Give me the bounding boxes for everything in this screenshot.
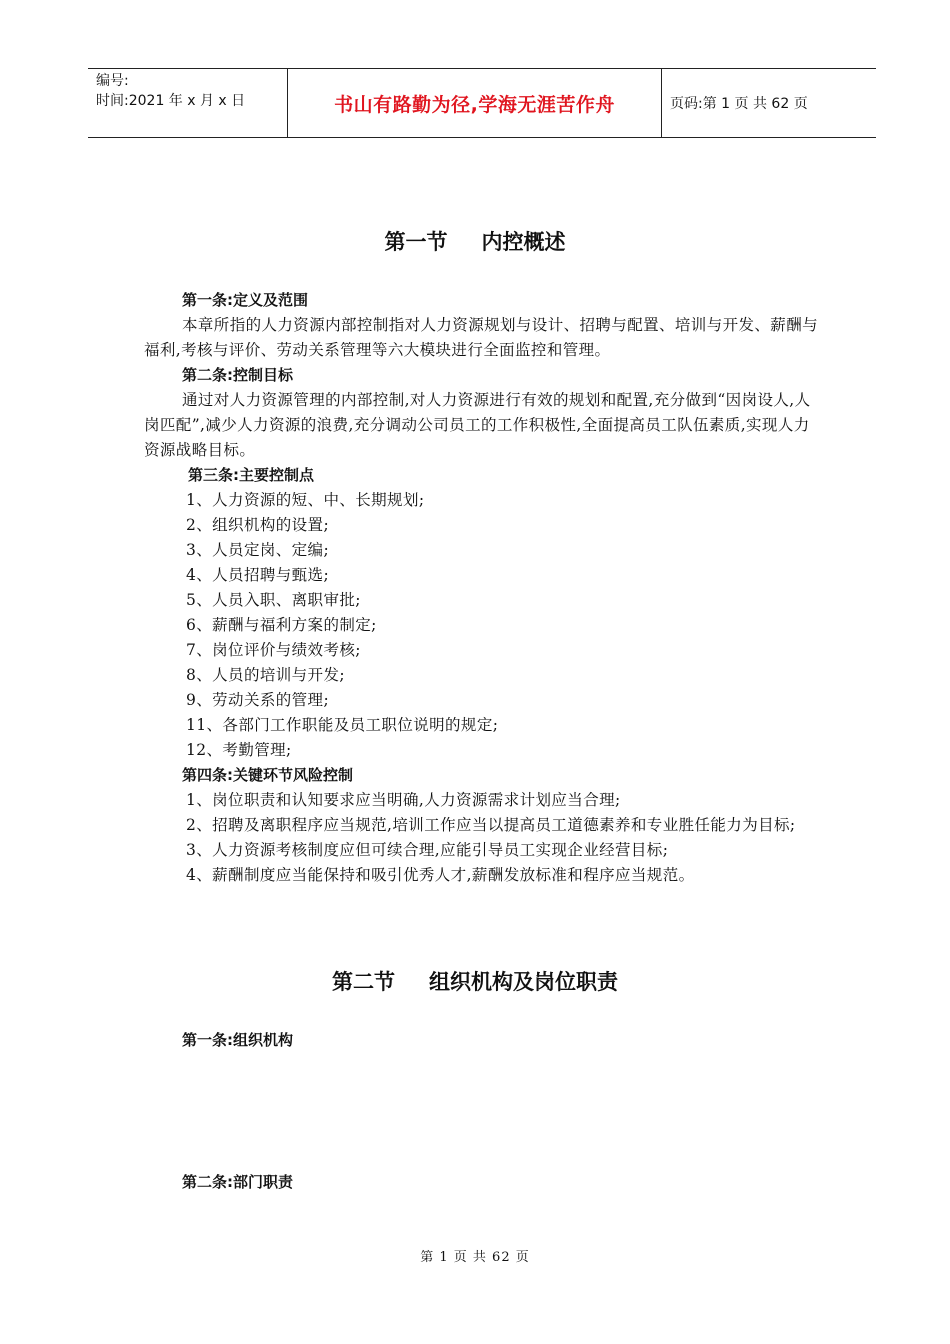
- section1-body: [144, 288, 824, 888]
- list-item: 12、考勤管理;: [186, 741, 292, 759]
- list-item: 2、组织机构的设置;: [186, 516, 330, 534]
- list-item: 5、人员入职、离职审批;: [186, 591, 361, 609]
- article4-title: 第四条:关键环节风险控制: [182, 766, 353, 784]
- article1-title: 第一条:定义及范围: [182, 291, 308, 309]
- section1-title-number: 第一节: [384, 230, 448, 254]
- list-item: 1、人力资源的短、中、长期规划;: [186, 491, 425, 509]
- list-item: 6、薪酬与福利方案的制定;: [186, 616, 377, 634]
- list-item: 1、岗位职责和认知要求应当明确,人力资源需求计划应当合理;: [186, 791, 621, 809]
- header-meta: [88, 69, 288, 137]
- section2-title-number: 第二节: [332, 970, 395, 994]
- article1-text: 本章所指的人力资源内部控制指对人力资源规划与设计、招聘与配置、培训与开发、薪酬与福利,考核与评价、劳动关系管理等六大模块进行全面监控和管理。: [144, 316, 819, 359]
- page-footer: 第 1 页 共 62 页: [420, 1250, 530, 1265]
- list-item: 4、薪酬制度应当能保持和吸引优秀人才,薪酬发放标准和程序应当规范。: [186, 866, 695, 884]
- document-header: [88, 68, 876, 138]
- article2-text: 通过对人力资源管理的内部控制,对人力资源进行有效的规划和配置,充分做到“因岗设人,人岗匹配”,减少人力资源的浪费,充分调动公司员工的工作积极性,全面提高员工队伍素质,实现人力资源战略目标。: [144, 391, 811, 459]
- list-item: 11、各部门工作职能及员工职位说明的规定;: [186, 716, 499, 734]
- section2-article1-title: 第一条:组织机构: [182, 1031, 293, 1049]
- section2-article1: [144, 1028, 824, 1053]
- list-item: 3、人力资源考核制度应但可续合理,应能引导员工实现企业经营目标;: [186, 841, 669, 859]
- section2-title-text: 组织机构及岗位职责: [429, 970, 618, 994]
- section2-title: [0, 966, 950, 996]
- time-label: 时间:2021 年 x 月 x 日: [96, 93, 246, 109]
- list-item: 9、劳动关系的管理;: [186, 691, 330, 709]
- number-label: 编号:: [96, 73, 129, 89]
- header-motto: 书山有路勤为径,学海无涯苦作舟: [288, 69, 662, 137]
- article2-title: 第二条:控制目标: [182, 366, 293, 384]
- list-item: 4、人员招聘与甄选;: [186, 566, 330, 584]
- article3-title: 第三条:主要控制点: [188, 466, 314, 484]
- section1-title: [0, 226, 950, 256]
- list-item: 8、人员的培训与开发;: [186, 666, 345, 684]
- header-page-label: 页码:第 1 页 共 62 页: [670, 96, 808, 112]
- list-item: 3、人员定岗、定编;: [186, 541, 330, 559]
- section2-article2: [144, 1170, 824, 1195]
- article3-list: [144, 488, 824, 763]
- list-item: 7、岗位评价与绩效考核;: [186, 641, 361, 659]
- section2-article2-title: 第二条:部门职责: [182, 1173, 293, 1191]
- article4-list: [144, 788, 824, 888]
- section1-title-text: 内控概述: [481, 230, 566, 254]
- list-item: 2、招聘及离职程序应当规范,培训工作应当以提高员工道德素养和专业胜任能力为目标;: [186, 816, 796, 834]
